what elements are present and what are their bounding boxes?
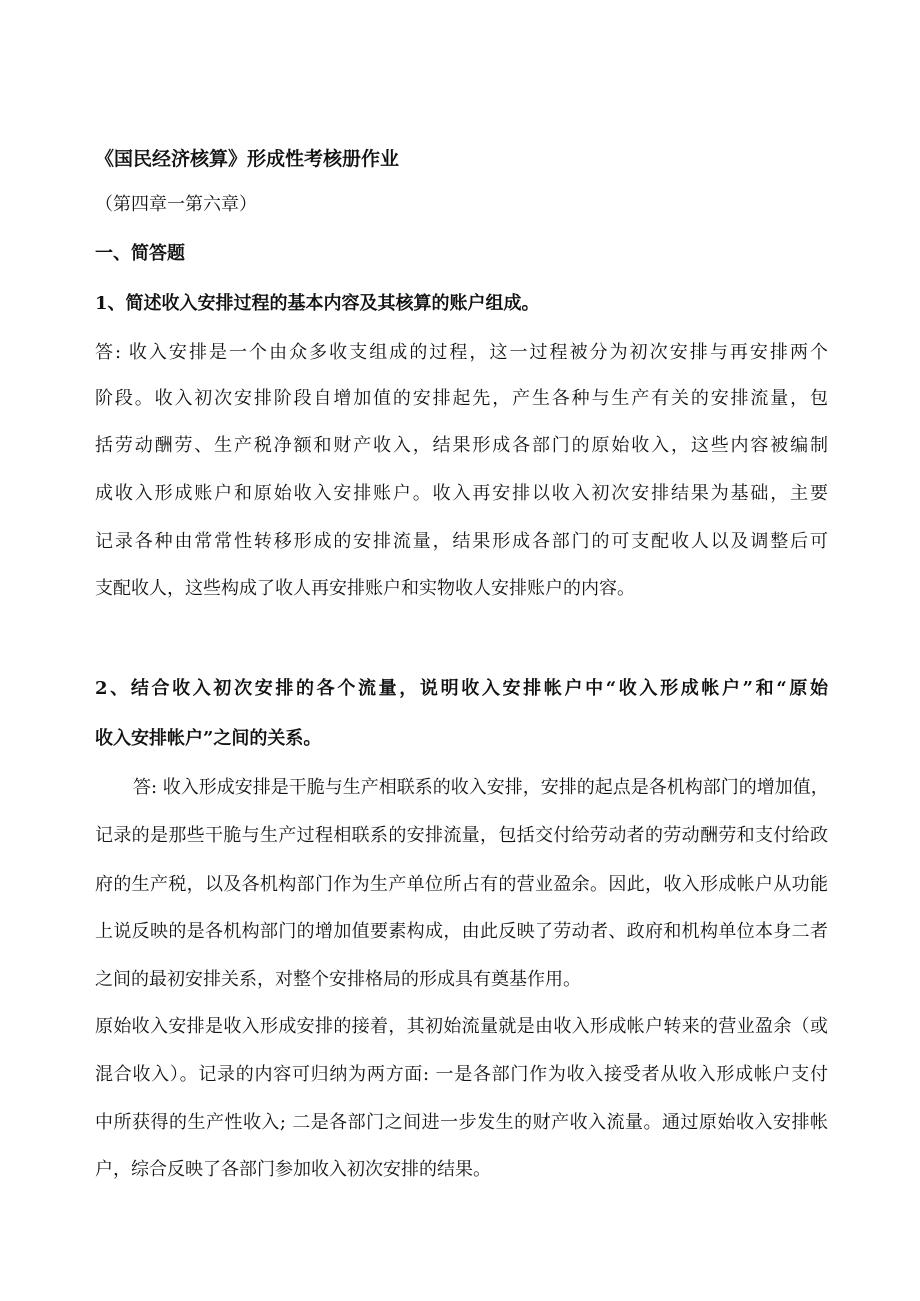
answer-1-line: 支配收人，这些构成了收人再安排账户和实物收人安排账户的内容。 bbox=[95, 578, 635, 599]
answer-2-line: 中所获得的生产性收入; 二是各部门之间进一步发生的财产收入流量。通过原始收入安排帐 bbox=[95, 1112, 828, 1133]
chapter-range: （第四章一第六章） bbox=[95, 194, 257, 215]
answer-2-line: 记录的是那些干脆与生产过程相联系的安排流量，包括交付给劳动者的劳动酬劳和支付给政 bbox=[95, 825, 828, 846]
document-title: 《国民经济核算》形成性考核册作业 bbox=[95, 148, 400, 170]
question-1-heading: 1、简述收入安排过程的基本内容及其核算的账户组成。 bbox=[95, 293, 540, 314]
answer-2-line: 上说反映的是各机构部门的增加值要素构成，由此反映了劳动者、政府和机构单位本身二者 bbox=[95, 921, 828, 942]
answer-2-line: 之间的最初安排关系，对整个安排格局的形成具有奠基作用。 bbox=[95, 969, 581, 990]
answer-2-line: 混合收入）。记录的内容可归纳为两方面: 一是各部门作为收入接受者从收入形成帐户支付 bbox=[95, 1064, 828, 1085]
answer-1-line: 阶段。收入初次安排阶段自增加值的安排起先，产生各种与生产有关的安排流量，包 bbox=[95, 388, 828, 409]
answer-2-line: 答: 收入形成安排是干脆与生产相联系的收入安排，安排的起点是各机构部门的增加值， bbox=[133, 777, 829, 798]
answer-1-line: 答: 收入安排是一个由众多收支组成的过程，这一过程被分为初次安排与再安排两个 bbox=[95, 342, 828, 363]
question-2-heading: 收入安排帐户”之间的关系。 bbox=[95, 728, 322, 749]
answer-1-line: 括劳动酬劳、生产税净额和财产收入，结果形成各部门的原始收入，这些内容被编制 bbox=[95, 435, 828, 456]
answer-1-line: 成收入形成账户和原始收入安排账户。收入再安排以收入初次安排结果为基础，主要 bbox=[95, 483, 828, 504]
answer-2-line: 府的生产税，以及各机构部门作为生产单位所占有的营业盈余。因此，收入形成帐户从功能 bbox=[95, 874, 828, 895]
answer-2-line: 户，综合反映了各部门参加收入初次安排的结果。 bbox=[95, 1159, 491, 1180]
section-heading: 一、简答题 bbox=[95, 243, 185, 264]
question-2-heading: 2、结合收入初次安排的各个流量，说明收入安排帐户中“收入形成帐户”和“原始 bbox=[95, 678, 828, 699]
answer-1-line: 记录各种由常常性转移形成的安排流量，结果形成各部门的可支配收人以及调整后可 bbox=[95, 531, 828, 552]
answer-2-line: 原始收入安排是收入形成安排的接着，其初始流量就是由收入形成帐户转来的营业盈余（或 bbox=[95, 1016, 828, 1037]
